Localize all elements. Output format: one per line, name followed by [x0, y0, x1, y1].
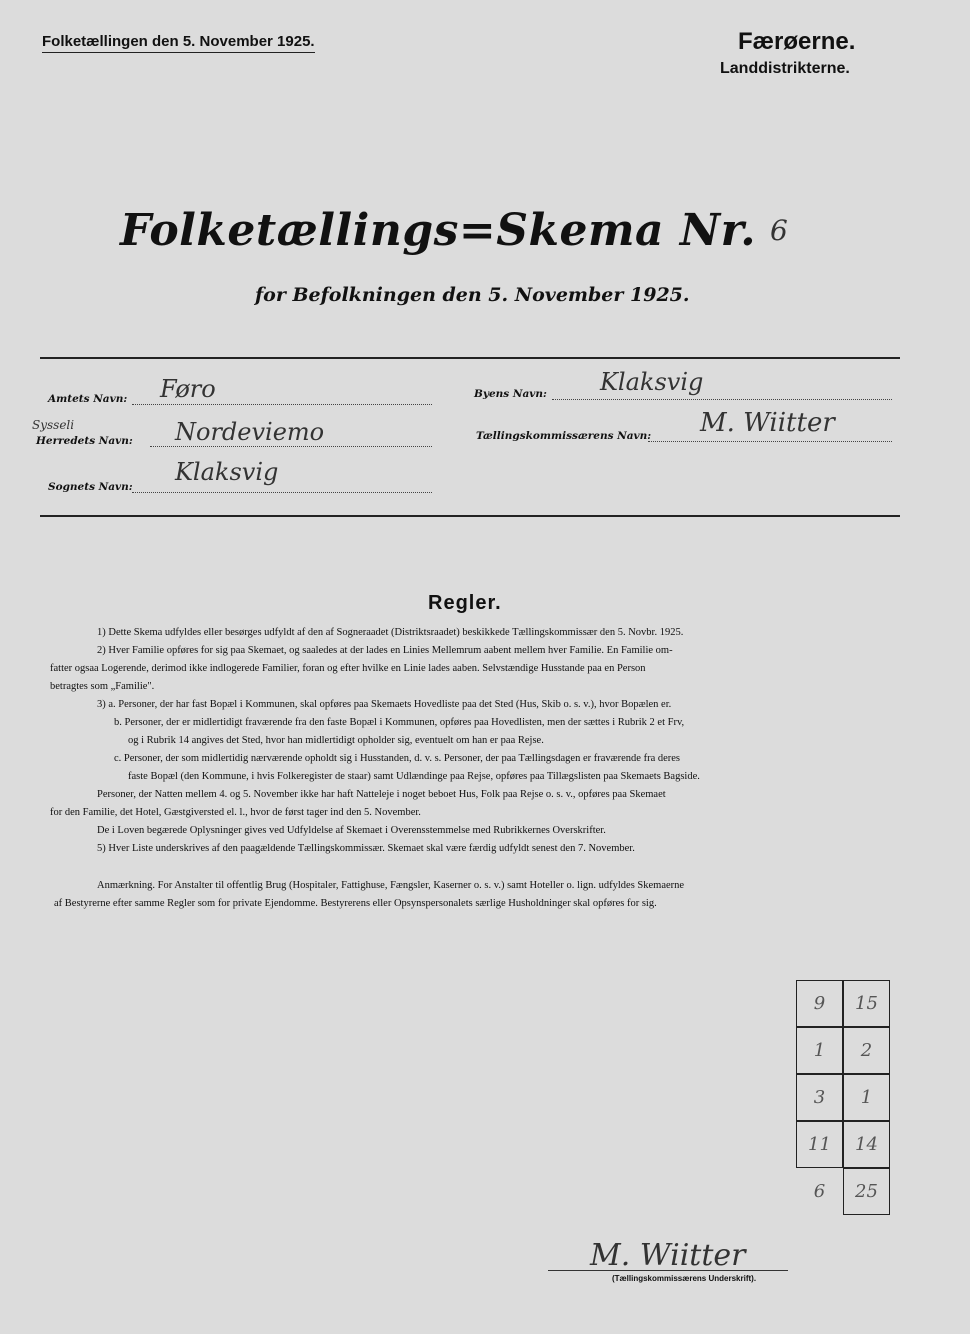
amt-value: Føro [160, 375, 216, 403]
tally-cell: 3 [796, 1074, 843, 1121]
tally-cell: 9 [796, 980, 843, 1027]
kommissaer-dotted-line [648, 441, 892, 442]
tally-cell: 11 [796, 1121, 843, 1168]
signature-caption: (Tællingskommissærens Underskrift). [612, 1274, 757, 1283]
tally-total-cell: 6 [813, 1181, 826, 1202]
rule-line: Personer, der Natten mellem 4. og 5. November ikke har haft Natteleje i noget beboet Hus, Folk paa Rejse o. s. v., opføres paa Skemaet [97, 789, 666, 800]
rule-line: De i Loven begærede Oplysninger gives ved Udfyldelse af Skemaet i Overensstemmelse med Rubrikkernes Overskrifter. [97, 825, 606, 836]
amt-dotted-line [132, 404, 432, 405]
signature: M. Wiitter [590, 1238, 746, 1273]
kommissaer-label: Tællingskommissærens Navn: [476, 430, 652, 442]
tally-cell: 1 [796, 1027, 843, 1074]
top-divider [40, 357, 900, 359]
tally-cell: 15 [843, 980, 890, 1027]
form-title: Folketællings=Skema Nr. [120, 205, 757, 256]
sogn-value: Klaksvig [175, 458, 279, 486]
herred-value: Nordeviemo [175, 418, 325, 446]
tally-cell: 14 [843, 1121, 890, 1168]
tally-cell: 2 [843, 1027, 890, 1074]
by-label: Byens Navn: [474, 388, 547, 400]
sogn-label: Sognets Navn: [48, 481, 133, 493]
herred-dotted-line [150, 446, 432, 447]
rule-line: 3) a. Personer, der har fast Bopæl i Kommunen, skal opføres paa Skemaets Hovedliste paa det Sted (Hus, Skib o. s. v.), hvor Bopælen er. [97, 699, 672, 710]
header-district: Landdistrikterne. [720, 60, 850, 77]
rule-line: 1) Dette Skema udfyldes eller besørges udfyldt af den af Sogneraadet (Distriktsraadet) beskikkede Tællingskommissær den 5. Novbr. 1925. [97, 627, 684, 638]
tally-cell: 1 [843, 1074, 890, 1121]
kommissaer-value: M. Wiitter [700, 408, 835, 438]
note-line: af Bestyrerne efter samme Regler som for private Ejendomme. Bestyrerens eller Opsynspersonalets særlige Husholdninger skal opføres for sig. [54, 898, 657, 909]
header-region: Færøerne. [738, 28, 856, 55]
sogn-dotted-line [132, 492, 432, 493]
rule-line: faste Bopæl (den Kommune, i hvis Folkeregister de staar) samt Udlændinge paa Rejse, opføres paa Tillægslisten paa Skemaets Bagside. [128, 771, 700, 782]
header-census-date: Folketællingen den 5. November 1925. [42, 33, 315, 53]
rule-line: og i Rubrik 14 angives det Sted, hvor han midlertidigt opholder sig, eventuelt om han er paa Rejse. [128, 735, 544, 746]
rule-line: fatter ogsaa Logerende, derimod ikke indlogerede Familier, foran og efter hvilke en Linie lades aaben. Selvstændige Husstande paa en Person [50, 663, 646, 674]
regler-heading: Regler. [428, 592, 502, 614]
rule-line: 5) Hver Liste underskrives af den paagældende Tællingskommissær. Skemaet skal være færdig udfyldt senest den 7. November. [97, 843, 635, 854]
amt-label: Amtets Navn: [48, 393, 128, 405]
rule-line: 2) Hver Familie opføres for sig paa Skemaet, og saaledes at der lades en Linies Mellemrum aabent mellem hver Familie. En Familie om- [97, 645, 673, 656]
rule-line: for den Familie, det Hotel, Gæstgiversted el. l., hvor de først tager ind den 5. November. [50, 807, 421, 818]
tally-total-cell: 25 [843, 1168, 890, 1215]
herred-label: Herredets Navn: [36, 435, 133, 447]
note-line: Anmærkning. For Anstalter til offentlig Brug (Hospitaler, Fattighuse, Fængsler, Kaserner o. s. v.) samt Hoteller o. lign. udfyldes Skemaerne [97, 880, 685, 891]
form-number: 6 [770, 214, 788, 247]
by-value: Klaksvig [600, 368, 704, 396]
form-subtitle: for Befolkningen den 5. November 1925. [255, 284, 690, 306]
rule-line: c. Personer, der som midlertidig nærværende opholdt sig i Husstanden, d. v. s. Personer, der paa Tællingsdagen er fraværende fra deres [114, 753, 681, 764]
herred-prefix: Sysseli [32, 418, 75, 432]
signature-line [548, 1270, 788, 1271]
rule-line: b. Personer, der er midlertidigt fraværende fra den faste Bopæl i Kommunen, opføres paa Hovedlisten, men der sættes i Rubrik 2 et Frv, [114, 717, 685, 728]
rule-line: betragtes som „Familie". [50, 681, 155, 692]
by-dotted-line [552, 399, 892, 400]
bottom-divider [40, 515, 900, 517]
